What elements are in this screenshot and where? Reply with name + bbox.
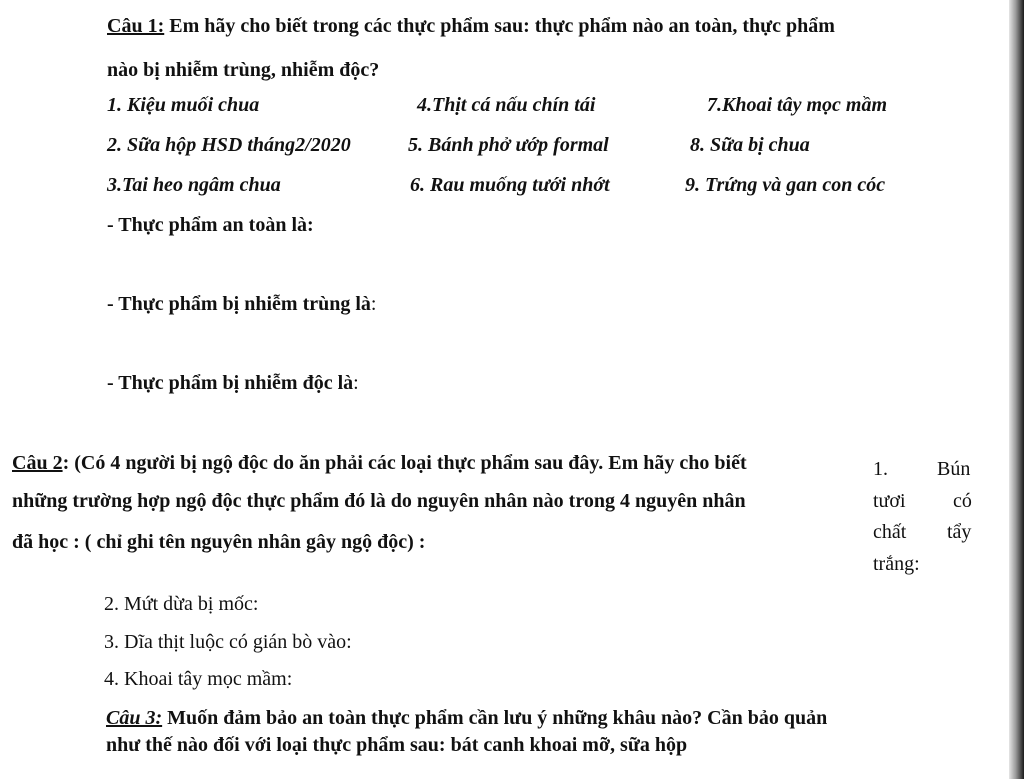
q1-item-4: 4.Thịt cá nấu chín tái bbox=[417, 94, 596, 116]
answer-poisoned-label: - Thực phẩm bị nhiễm độc là bbox=[107, 372, 354, 394]
q1-item-1: 1. Kiệu muối chua bbox=[107, 94, 260, 116]
answer-infected-label: - Thực phẩm bị nhiễm trùng là bbox=[107, 293, 371, 315]
q1-item-9: 9. Trứng và gan con cóc bbox=[685, 174, 886, 196]
q3-text-line1: Muốn đảm bảo an toàn thực phẩm cần lưu ý những khâu nào? Cần bảo quản bbox=[162, 707, 828, 729]
q2-item-2: 2. Mứt dừa bị mốc: bbox=[104, 593, 259, 615]
q1-label: Câu 1: bbox=[107, 15, 165, 37]
answer-safe-label: - Thực phẩm an toàn là: bbox=[107, 214, 314, 236]
q1-line1 bbox=[107, 14, 835, 38]
q2-side-word-7: trắng: bbox=[873, 553, 920, 575]
q1-item-3: 3.Tai heo ngâm chua bbox=[107, 174, 281, 196]
q2-side-word-3: tươi bbox=[873, 490, 906, 512]
page-edge-shadow bbox=[1009, 0, 1024, 779]
answer-infected-line bbox=[107, 292, 376, 316]
q2-line3: đã học : ( chỉ ghi tên nguyên nhân gây ngộ độc) : bbox=[12, 531, 426, 553]
q1-item-8: 8. Sữa bị chua bbox=[690, 134, 810, 156]
q2-side-word-5: chất bbox=[873, 521, 907, 543]
q2-item-4: 4. Khoai tây mọc mầm: bbox=[104, 668, 293, 690]
q1-line2: nào bị nhiễm trùng, nhiễm độc? bbox=[107, 59, 380, 81]
q2-side-word-6: tẩy bbox=[947, 521, 972, 543]
q1-item-6: 6. Rau muống tưới nhớt bbox=[410, 174, 610, 196]
answer-infected-colon: : bbox=[370, 293, 377, 315]
q1-text-line1: Em hãy cho biết trong các thực phẩm sau: thực phẩm nào an toàn, thực phẩm bbox=[164, 15, 835, 37]
answer-poisoned-line bbox=[107, 371, 359, 395]
q3-line1 bbox=[106, 706, 827, 730]
q3-label: Câu 3: bbox=[106, 707, 163, 729]
q1-item-7: 7.Khoai tây mọc mầm bbox=[707, 94, 887, 116]
q1-item-5: 5. Bánh phở ướp formal bbox=[408, 134, 609, 156]
q2-side-word-2: Bún bbox=[937, 458, 971, 480]
q2-text-line1: : (Có 4 người bị ngộ độc do ăn phải các loại thực phẩm sau đây. Em hãy cho biết bbox=[62, 452, 747, 474]
q2-line2: những trường hợp ngộ độc thực phẩm đó là do nguyên nhân nào trong 4 nguyên nhân bbox=[12, 490, 746, 512]
q3-line2: như thế nào đối với loại thực phẩm sau: bát canh khoai mỡ, sữa hộp bbox=[106, 734, 688, 756]
q1-item-2: 2. Sữa hộp HSD tháng2/2020 bbox=[107, 134, 351, 156]
q2-side-word-4: có bbox=[953, 490, 972, 512]
q2-item-3: 3. Dĩa thịt luộc có gián bò vào: bbox=[104, 631, 352, 653]
q2-line1 bbox=[12, 451, 747, 475]
q2-side-word-1: 1. bbox=[873, 458, 888, 480]
answer-poisoned-colon: : bbox=[353, 372, 359, 394]
q2-label: Câu 2 bbox=[12, 452, 63, 474]
